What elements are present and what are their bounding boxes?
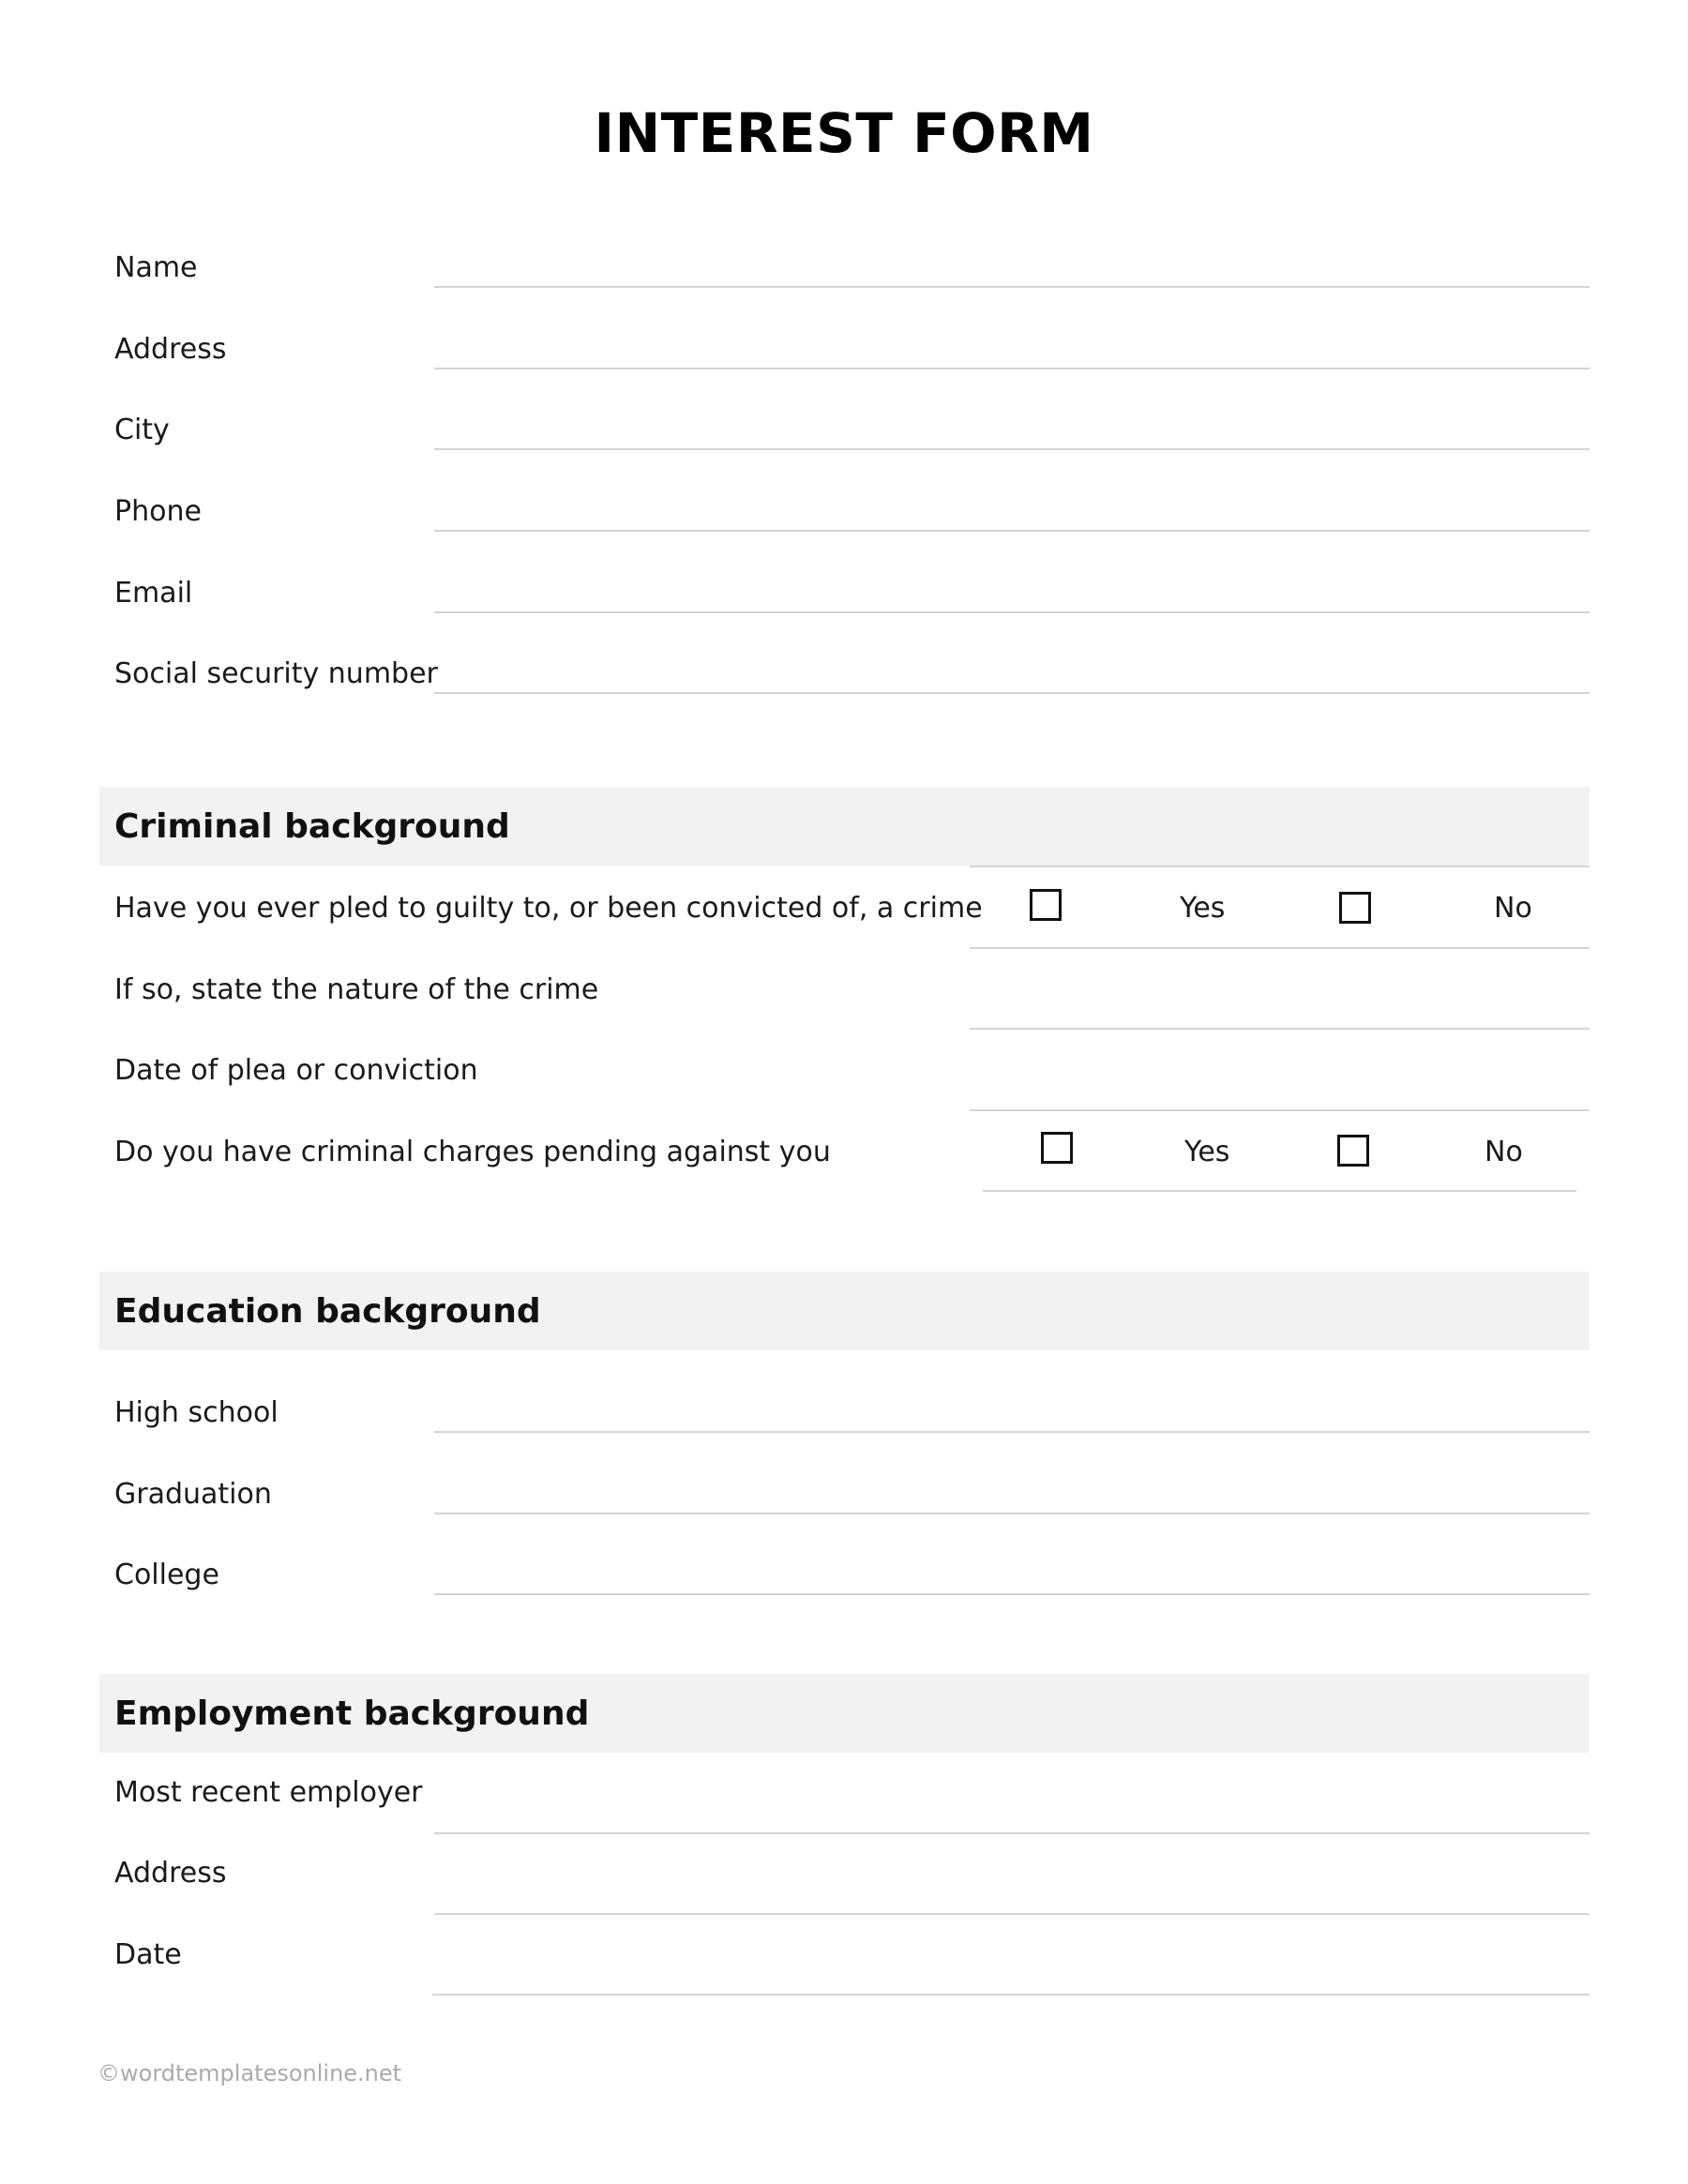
pending-yes-label: Yes [1184, 1136, 1230, 1168]
address-label: Address [114, 333, 227, 366]
city-label: City [114, 414, 170, 446]
criminal-section-header [99, 787, 1590, 866]
email-field[interactable] [434, 611, 1590, 613]
employer-address-field[interactable] [434, 1913, 1590, 1915]
employment-date-field[interactable] [432, 1994, 1590, 1996]
education-section-title: Education background [114, 1292, 541, 1331]
name-field[interactable] [434, 286, 1590, 288]
college-label: College [114, 1559, 219, 1591]
convicted-yes-label: Yes [1180, 892, 1226, 925]
convicted-question: Have you ever pled to guilty to, or been convicted of, a crime [114, 892, 983, 925]
crime-nature-label: If so, state the nature of the crime [114, 973, 599, 1006]
recent-employer-label: Most recent employer [114, 1776, 423, 1809]
ssn-label: Social security number [114, 657, 438, 690]
pending-yes-checkbox[interactable] [1041, 1132, 1073, 1164]
phone-label: Phone [114, 495, 202, 528]
graduation-field[interactable] [434, 1513, 1590, 1514]
education-section-header [99, 1272, 1590, 1350]
criminal-section-title: Criminal background [114, 807, 510, 846]
conviction-date-field[interactable] [970, 1109, 1590, 1111]
ssn-field[interactable] [434, 692, 1590, 694]
convicted-yes-checkbox[interactable] [1030, 889, 1062, 921]
city-field[interactable] [434, 448, 1590, 450]
name-label: Name [114, 251, 198, 284]
recent-employer-field[interactable] [434, 1832, 1590, 1834]
pending-no-label: No [1485, 1136, 1523, 1168]
email-label: Email [114, 577, 193, 610]
college-field[interactable] [434, 1593, 1590, 1595]
employment-date-label: Date [114, 1938, 182, 1971]
address-field[interactable] [434, 368, 1590, 369]
pending-no-checkbox[interactable] [1337, 1135, 1369, 1167]
phone-field[interactable] [434, 530, 1590, 532]
employment-section-header [99, 1674, 1590, 1753]
pending-rule [983, 1190, 1576, 1192]
convicted-no-label: No [1494, 892, 1532, 925]
conviction-date-label: Date of plea or conviction [114, 1054, 478, 1087]
employer-address-label: Address [114, 1857, 227, 1890]
criminal-header-rule [970, 866, 1590, 867]
convicted-rule [970, 947, 1590, 949]
employment-section-title: Employment background [114, 1694, 590, 1733]
high-school-field[interactable] [434, 1431, 1590, 1433]
pending-charges-question: Do you have criminal charges pending against you [114, 1136, 831, 1168]
convicted-no-checkbox[interactable] [1339, 892, 1371, 924]
page-title: INTEREST FORM [594, 101, 1094, 165]
watermark: ©wordtemplatesonline.net [98, 2060, 402, 2086]
crime-nature-field[interactable] [970, 1028, 1590, 1030]
graduation-label: Graduation [114, 1478, 272, 1511]
high-school-label: High school [114, 1396, 279, 1429]
